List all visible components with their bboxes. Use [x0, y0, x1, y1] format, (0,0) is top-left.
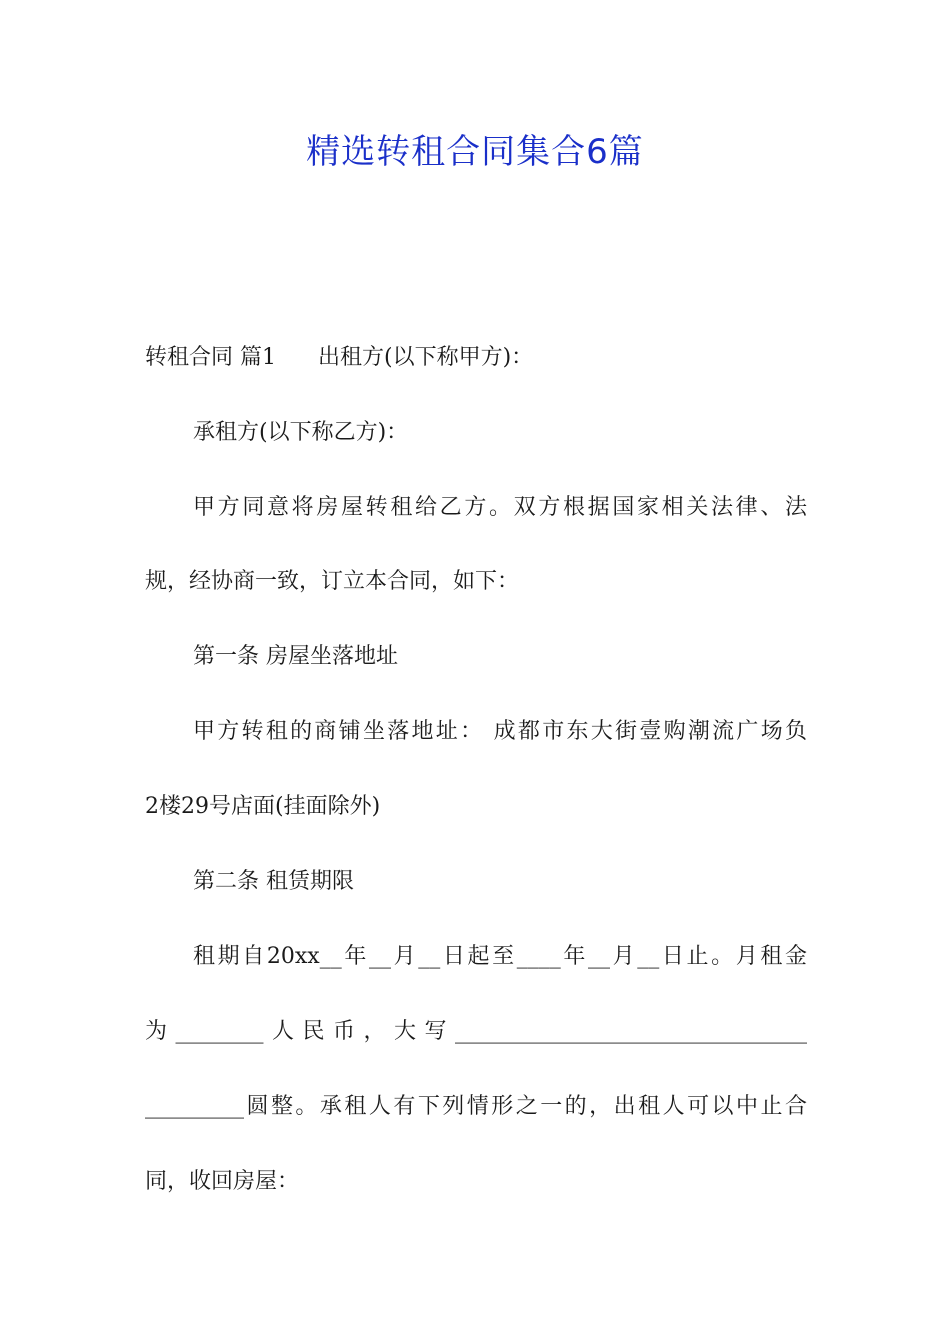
paragraph-line-10: 为________人民币，大写________________________________ — [145, 1019, 807, 1044]
section-heading: 转租合同 篇1 — [145, 345, 276, 370]
article-1-heading: 第一条 房屋坐落地址 — [193, 644, 398, 669]
paragraph-line-11: _________圆整。承租人有下列情形之一的，出租人可以中止合 — [145, 1094, 807, 1119]
paragraph-line-3: 甲方同意将房屋转租给乙方。双方根据国家相关法律、法 — [193, 495, 807, 520]
article-2-heading: 第二条 租赁期限 — [193, 869, 354, 894]
lessor-label: 出租方(以下称甲方)： — [318, 345, 534, 370]
paragraph-line-4: 规，经协商一致，订立本合同，如下： — [145, 569, 520, 594]
paragraph-line-6: 甲方转租的商铺坐落地址： 成都市东大街壹购潮流广场负 — [193, 719, 807, 744]
paragraph-line-9: 租期自20xx__年__月__日起至____年__月__日止。月租金 — [193, 944, 807, 969]
paragraph-line-7: 2楼29号店面(挂面除外) — [145, 794, 381, 819]
document-title: 精选转租合同集合6篇 — [306, 132, 644, 172]
paragraph-line-1 — [145, 342, 807, 374]
lessee-label: 承租方(以下称乙方)： — [193, 420, 409, 445]
paragraph-line-12: 同，收回房屋： — [145, 1169, 300, 1194]
